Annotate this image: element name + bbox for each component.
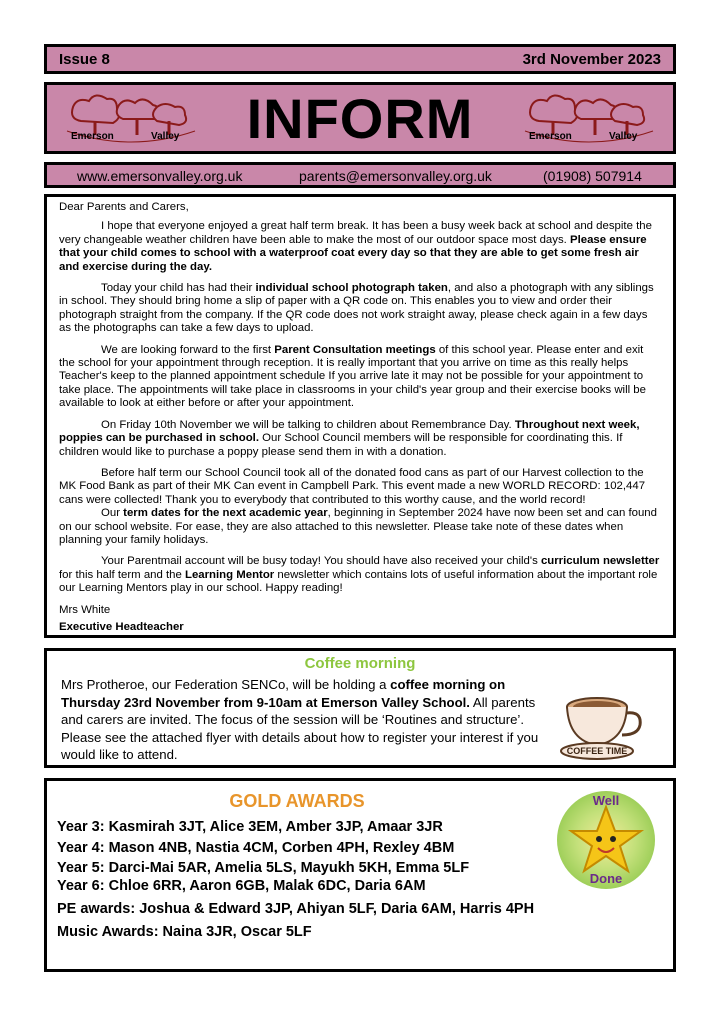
award-line: Music Awards: Naina 3JR, Oscar 5LF	[57, 924, 312, 940]
letter-paragraph: Before half term our School Council took all of the donated food cans as part of our Harvest collection to the MK Food Bank as part of their MK Can event in Campbell Park. This event made a new WORLD RECORD: 102,447 cans were collected! Thank you to everybody that contributed to this worthy cause, and the world record!	[59, 466, 646, 506]
letter-paragraph: We are looking forward to the first Parent Consultation meetings of this school year. Please enter and exit the school for your appointment through reception. It is really important that you arrive on time as this really helps Teacher's keep to the planned appointment schedule If you arrive late it may not be possible for your appointment to take place. The appointments will take place in classrooms in your child's year group and their exercise books will be available to look at either before or after your appointment.	[59, 343, 646, 410]
newsletter-title: INFORM	[246, 87, 474, 150]
letter-paragraph: Your Parentmail account will be busy today! You should have also received your child's curriculum newsletter for this half term and the Learning Mentor newsletter which contains lots of useful information about the important role our Learning Mentors play in our school. Happy reading!	[59, 555, 660, 595]
masthead	[44, 82, 676, 154]
coffee-cup-icon	[555, 685, 651, 763]
badge-text-bottom: Done	[589, 871, 623, 886]
letter-greeting: Dear Parents and Carers,	[59, 201, 189, 213]
coffee-heading: Coffee morning	[304, 655, 416, 672]
letter-paragraph: I hope that everyone enjoyed a great half term break. It has been a busy week back at school and despite the very changeable weather children have been able to make the most of our outdoor space most days. Please ensure that your child comes to school with a waterproof coat every day so that they are able to get some fresh air and exercise during the day.	[59, 220, 652, 273]
headteacher-letter	[44, 194, 676, 638]
email-link[interactable]: parents@emersonvalley.org.uk	[299, 168, 492, 184]
issue-bar	[44, 44, 676, 74]
award-line: Year 3: Kasmirah 3JT, Alice 3EM, Amber 3JP, Amaar 3JR	[57, 819, 443, 835]
phone-number: (01908) 507914	[543, 168, 642, 184]
letter-paragraph: Today your child has had their individual school photograph taken, and also a photograph with any siblings in school. They should bring home a slip of paper with a QR code on. This enables you to view and order their photograph straight from the company. If the QR code does not work straight away, please check again in a few days as the photographs can take a few days to upload.	[59, 282, 654, 335]
award-line: Year 5: Darci-Mai 5AR, Amelia 5LS, Mayukh 5KH, Emma 5LF	[57, 860, 470, 876]
website-link[interactable]: www.emersonvalley.org.uk	[77, 168, 243, 184]
signature-role: Executive Headteacher	[59, 620, 184, 633]
award-line: Year 4: Mason 4NB, Nastia 4CM, Corben 4PH, Rexley 4BM	[57, 840, 455, 856]
school-logo-right	[519, 91, 659, 147]
award-line: Year 6: Chloe 6RR, Aaron 6GB, Malak 6DC, Daria 6AM	[57, 878, 426, 894]
contact-bar	[44, 162, 676, 188]
logo-text-left-2: Emerson	[529, 131, 572, 142]
coffee-text: Mrs Protheroe, our Federation SENCo, will be holding a coffee morning on Thursday 23rd November from 9-10am at Emerson Valley School. All parents and carers are invited. The focus of the session will be ‘Routines and structure’. Please see the attached flyer with details about how to register your interest if you would like to attend.	[61, 677, 539, 762]
logo-text-right-2: Valley	[609, 131, 638, 142]
logo-text-left: Emerson	[71, 131, 114, 142]
issue-number: Issue 8	[59, 51, 110, 68]
award-line: PE awards: Joshua & Edward 3JP, Ahiyan 5LF, Daria 6AM, Harris 4PH	[57, 901, 535, 917]
gold-awards-section	[44, 778, 676, 972]
signature-name: Mrs White	[59, 603, 111, 616]
cup-label: COFFEE TIME	[566, 746, 628, 756]
letter-paragraph: Our term dates for the next academic year, beginning in September 2024 have now been set and can found on our school website. For ease, they are also attached to this newsletter. Please take note of these dates when planning your family holidays.	[59, 507, 657, 546]
letter-paragraph: On Friday 10th November we will be talking to children about Remembrance Day. Throughout next week, poppies can be purchased in school. Our School Council members will be responsible for coordinating this. If children would like to purchase a poppy please send them in with a donation.	[59, 418, 640, 458]
awards-heading: GOLD AWARDS	[229, 791, 365, 811]
issue-date: 3rd November 2023	[522, 51, 661, 68]
badge-text-top: Well	[592, 793, 620, 808]
coffee-morning-section	[44, 648, 676, 768]
well-done-star-icon	[555, 789, 657, 891]
logo-text-right: Valley	[151, 131, 180, 142]
